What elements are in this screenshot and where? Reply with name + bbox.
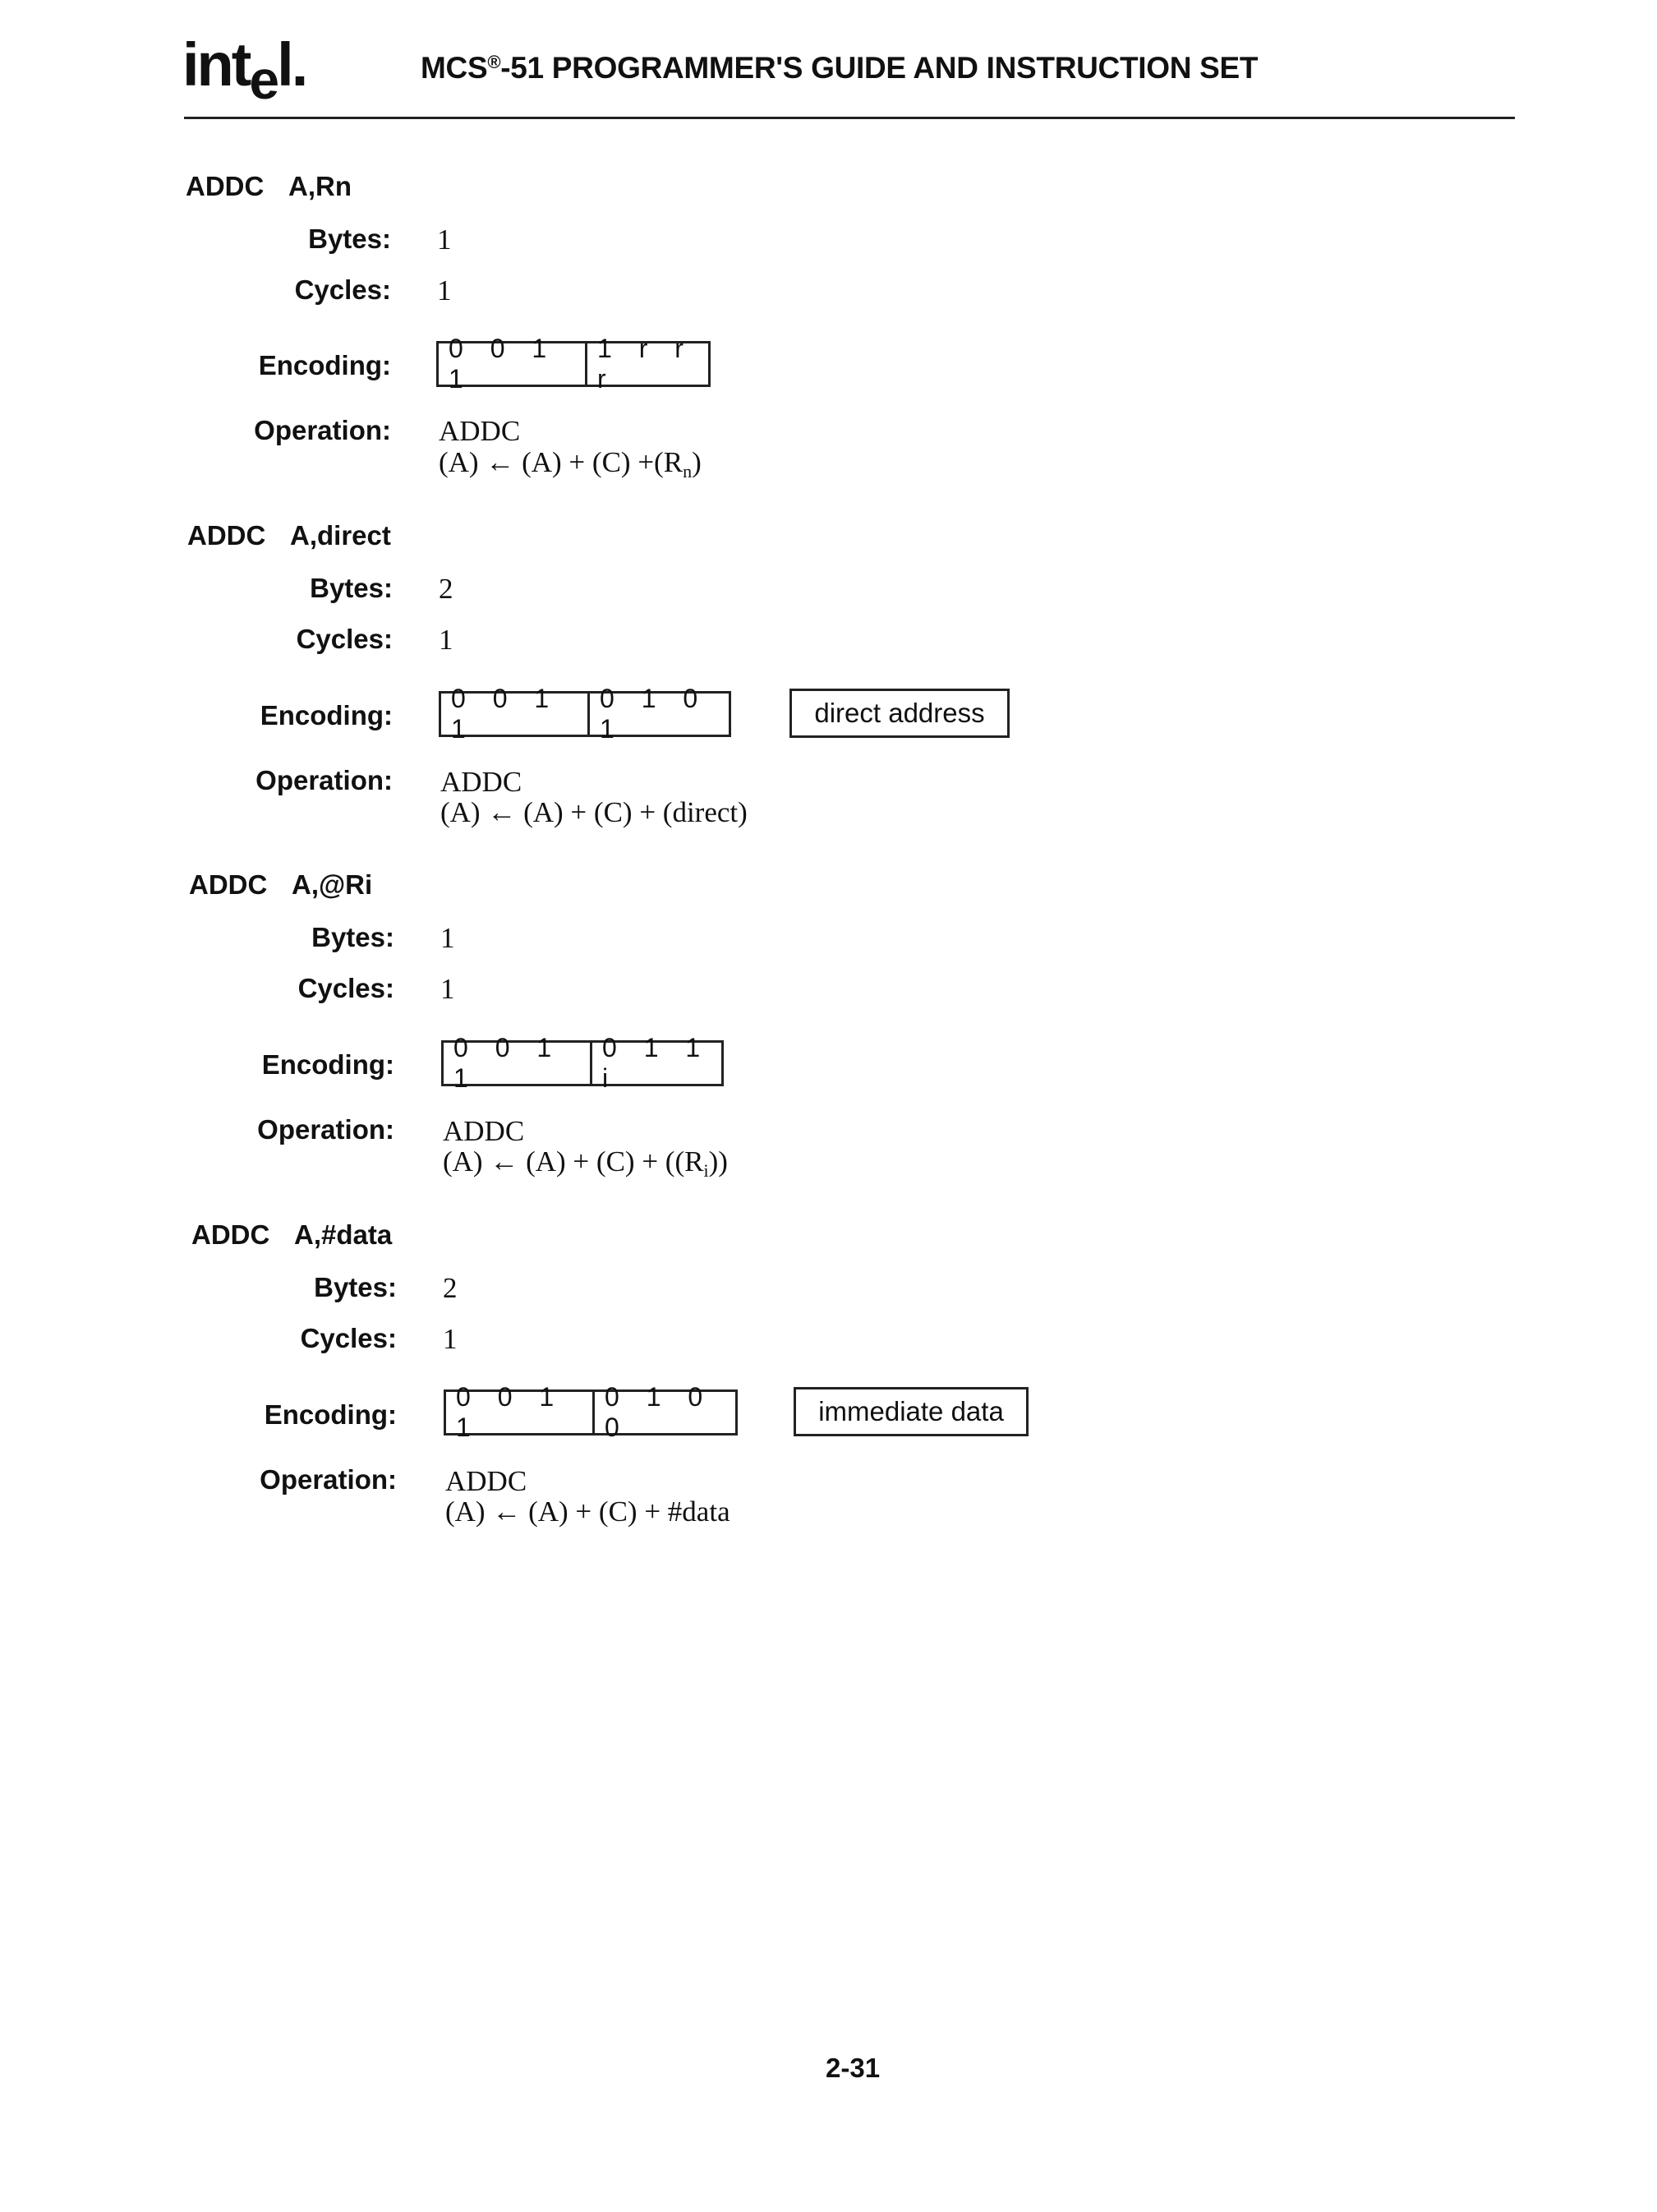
intel-logo: intel. — [182, 30, 306, 110]
cycles-label: Cycles: — [300, 1323, 397, 1353]
bytes-value: 1 — [437, 224, 452, 256]
instruction-heading: ADDC A,Rn — [186, 171, 352, 201]
operation-name: ADDC — [445, 1465, 527, 1497]
operation-expression: (A) ← (A) + (C) + #data — [445, 1495, 730, 1528]
cycles-label: Cycles: — [297, 973, 394, 1003]
operation-label: Operation: — [260, 1464, 397, 1495]
encoding-low-nibble: 1 r r r — [585, 343, 708, 385]
bytes-value: 2 — [439, 573, 453, 605]
encoding-low-nibble: 0 1 0 0 — [592, 1392, 735, 1433]
encoding-high-nibble: 0 0 1 1 — [451, 684, 559, 744]
operation-label: Operation: — [255, 765, 393, 795]
cycles-value: 1 — [443, 1323, 458, 1355]
operation-name: ADDC — [440, 766, 522, 798]
bytes-label: Bytes: — [314, 1272, 397, 1302]
encoding-high-nibble: 0 0 1 1 — [449, 334, 557, 394]
encoding-label: Encoding: — [258, 350, 391, 380]
encoding-label: Encoding: — [264, 1399, 397, 1430]
bytes-label: Bytes: — [311, 922, 394, 952]
instruction-heading: ADDC A,@Ri — [189, 869, 373, 900]
operation-expression: (A) ← (A) + (C) + (direct) — [440, 796, 748, 828]
header-divider — [184, 117, 1515, 119]
operation-name: ADDC — [443, 1115, 525, 1147]
encoding-label: Encoding: — [261, 1049, 394, 1080]
immediate-data-box: immediate data — [794, 1387, 1029, 1436]
operation-expression: (A) ← $(A) + (C) +(R_n)$ — [439, 446, 702, 482]
bytes-value: 1 — [440, 922, 455, 954]
instruction-heading: ADDC A,direct — [187, 520, 391, 551]
operation-expression: (A) ← $(A) + (C) + ((R_i))$ — [443, 1145, 728, 1181]
instruction-heading: ADDC A,#data — [191, 1219, 393, 1250]
direct-address-box: direct address — [789, 689, 1010, 738]
cycles-value: 1 — [440, 973, 455, 1005]
encoding-box — [436, 334, 711, 394]
bytes-label: Bytes: — [308, 224, 391, 254]
encoding-box — [444, 1382, 738, 1442]
encoding-low-nibble: 0 1 1 i — [590, 1043, 721, 1084]
cycles-label: Cycles: — [294, 274, 391, 305]
encoding-high-nibble: 0 0 1 1 — [453, 1033, 562, 1093]
operation-label: Operation: — [254, 415, 391, 445]
page-number: 2-31 — [826, 2053, 881, 2083]
operation-label: Operation: — [257, 1114, 394, 1145]
encoding-high-nibble: 0 0 1 1 — [456, 1382, 564, 1442]
cycles-value: 1 — [437, 274, 452, 306]
encoding-low-nibble: 0 1 0 1 — [587, 694, 729, 735]
encoding-box — [439, 684, 731, 744]
bytes-label: Bytes: — [310, 573, 393, 603]
bytes-value: 2 — [443, 1272, 458, 1304]
encoding-label: Encoding: — [260, 700, 393, 730]
cycles-value: 1 — [439, 624, 453, 656]
page-header-title: MCS®-51 PROGRAMMER'S GUIDE AND INSTRUCTION SET — [421, 51, 1259, 85]
operation-name: ADDC — [439, 415, 521, 447]
encoding-box — [441, 1033, 724, 1093]
cycles-label: Cycles: — [296, 624, 393, 654]
